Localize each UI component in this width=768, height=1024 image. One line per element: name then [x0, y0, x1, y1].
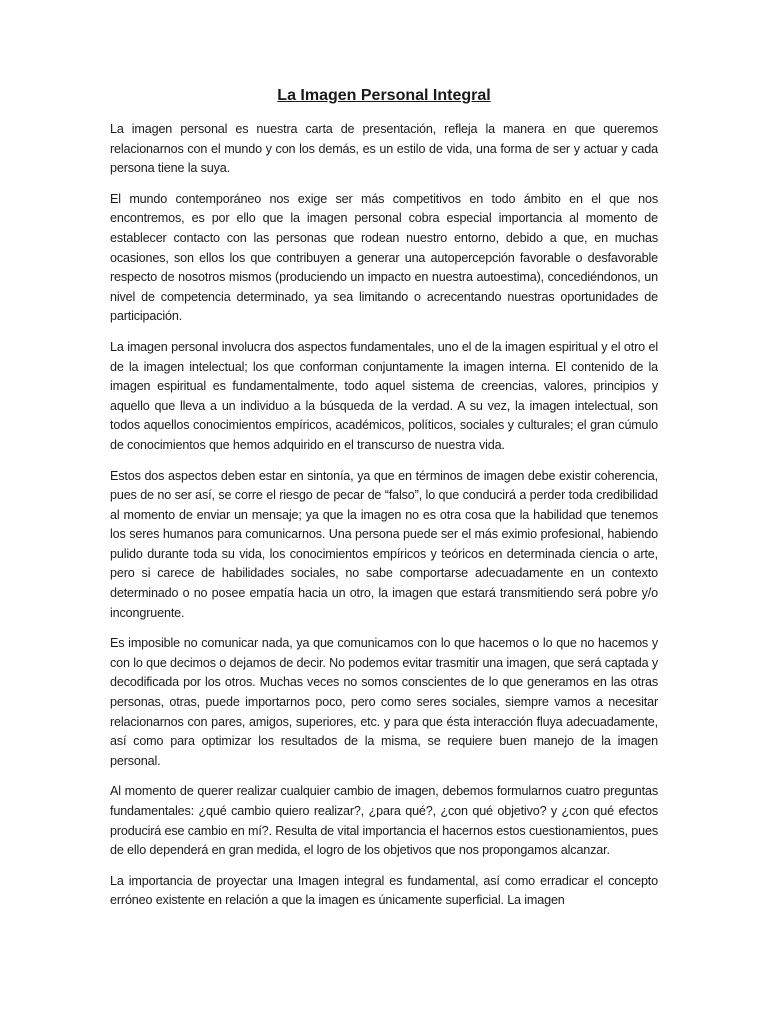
- paragraph-4: Estos dos aspectos deben estar en sintonía, ya que en términos de imagen debe existir coherencia, pues de no ser así, se corre el riesgo de pecar de “falso”, lo que conducirá a perder toda credibilidad al momento de enviar un mensaje; ya que la imagen no es otra cosa que la habilidad que tenemos los seres humanos para comunicarnos. Una persona puede ser el más eximio profesional, habiendo pulido durante toda su vida, los conocimientos empíricos y teóricos en determinada ciencia o arte, pero si carece de habilidades sociales, no sabe comportarse adecuadamente en un contexto determinado o no posee empatía hacia un otro, la imagen que estará transmitiendo será pobre y/o incongruente.: [110, 468, 658, 620]
- paragraph-5: Es imposible no comunicar nada, ya que comunicamos con lo que hacemos o lo que no hacemos y con lo que decimos o dejamos de decir. No podemos evitar trasmitir una imagen, que será captada y decodificada por los otros. Muchas veces no somos conscientes de lo que generamos en las otras personas, otras, puede importarnos poco, pero como seres sociales, siempre vamos a necesitar relacionarnos con pares, amigos, superiores, etc. y para que ésta interacción fluya adecuadamente, así como para optimizar los resultados de la misma, se requiere buen manejo de la imagen personal.: [110, 636, 658, 768]
- paragraph-6: Al momento de querer realizar cualquier cambio de imagen, debemos formularnos cuatro preguntas fundamentales: ¿qué cambio quiero realizar?, ¿para qué?, ¿con qué objetivo? y ¿con qué efectos producirá ese cambio en mí?. Resulta de vital importancia el hacernos estos cuestionamientos, pues de ello dependerá en gran medida, el logro de los objetivos que nos propongamos alcanzar.: [110, 784, 658, 858]
- paragraph-1: La imagen personal es nuestra carta de presentación, refleja la manera en que queremos relacionarnos con el mundo y con los demás, es un estilo de vida, una forma de ser y actuar y cada persona tiene la suya.: [110, 122, 658, 176]
- document-title: La Imagen Personal Integral: [277, 87, 491, 104]
- paragraph-7: La importancia de proyectar una Imagen integral es fundamental, así como erradicar el concepto erróneo existente en relación a que la imagen es únicamente superficial. La imagen: [110, 873, 658, 908]
- paragraph-3: La imagen personal involucra dos aspectos fundamentales, uno el de la imagen espiritual y el otro el de la imagen intelectual; los que conforman conjuntamente la imagen interna. El contenido de la imagen espiritual es fundamentalmente, todo aquel sistema de creencias, valores, principios y aquello que lleva a un individuo a la búsqueda de la verdad. A su vez, la imagen intelectual, son todos aquellos conocimientos empíricos, académicos, políticos, sociales y culturales; el gran cúmulo de conocimientos que hemos adquirido en el transcurso de nuestra vida.: [110, 339, 658, 452]
- paragraph-2: El mundo contemporáneo nos exige ser más competitivos en todo ámbito en el que nos encontremos, es por ello que la imagen personal cobra especial importancia al momento de establecer contacto con las personas que rodean nuestro entorno, debido a que, en muchas ocasiones, son ellos los que contribuyen a generar una autopercepción favorable o desfavorable respecto de nosotros mismos (produciendo un impacto en nuestra autoestima), concediéndonos, un nivel de competencia determinado, ya sea limitando o acrecentando nuestras oportunidades de participación.: [110, 191, 658, 324]
